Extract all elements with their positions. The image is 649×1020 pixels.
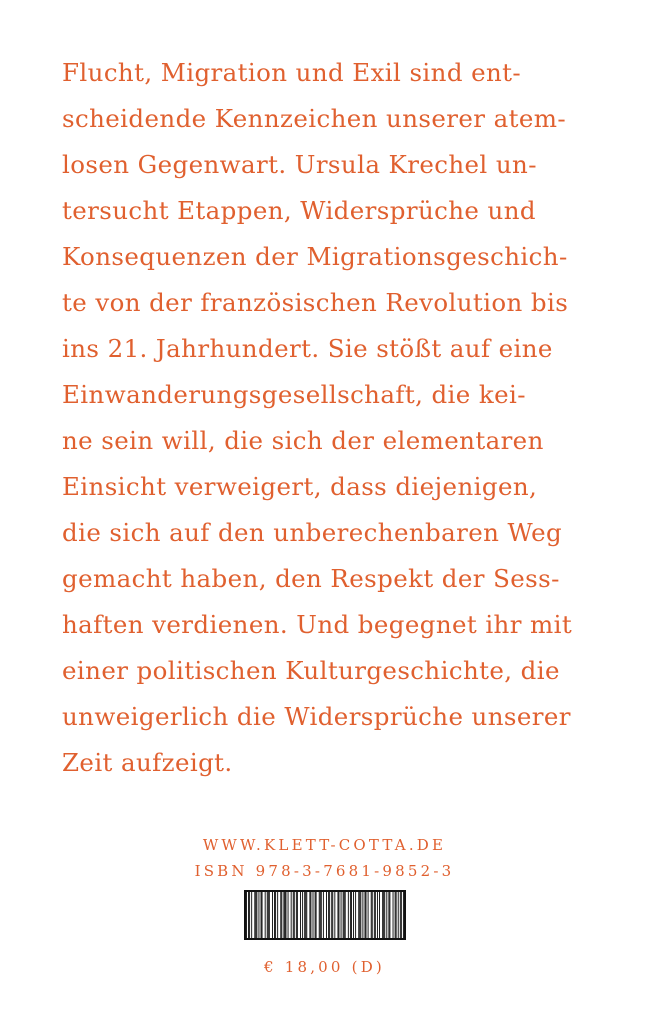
barcode-bar [283, 892, 284, 938]
blurb-line: scheidende Kennzeichen unserer atem- [62, 104, 567, 133]
blurb-line: unweigerlich die Widersprüche unserer [62, 702, 571, 731]
barcode-bar [353, 892, 354, 938]
barcode-bar [315, 892, 316, 938]
barcode-bar [281, 892, 282, 938]
barcode-bar [359, 892, 360, 938]
barcode-bar [320, 892, 321, 938]
barcode-bar [383, 892, 384, 938]
barcode-bar [255, 892, 256, 938]
barcode-bar [331, 892, 332, 938]
price-label: € 18,00 (D) [264, 958, 385, 976]
barcode-bar [375, 892, 376, 938]
barcode-bar [254, 892, 255, 938]
blurb-line: Konsequenzen der Migrationsgeschich- [62, 242, 568, 271]
barcode-bar [309, 892, 310, 938]
barcode-bar [248, 892, 249, 938]
back-cover-blurb [62, 50, 622, 786]
barcode-bar [300, 892, 301, 938]
barcode-bar [313, 892, 314, 938]
barcode-bar [379, 892, 380, 938]
barcode-bar [274, 892, 275, 938]
barcode-bar [371, 892, 372, 938]
barcode-bar [360, 892, 361, 938]
barcode-bar [345, 892, 346, 938]
barcode-bar [304, 892, 305, 938]
barcode-bar [344, 892, 345, 938]
barcode-bar [398, 892, 399, 938]
barcode-bar [280, 892, 281, 938]
barcode-bar [343, 892, 344, 938]
barcode-bar [258, 892, 259, 938]
barcode-bar [326, 892, 327, 938]
barcode-bar [272, 892, 273, 938]
barcode-bar [310, 892, 311, 938]
barcode-bar [284, 892, 285, 938]
barcode-bar [306, 892, 307, 938]
blurb-line: te von der französischen Revolution bis [62, 288, 569, 317]
barcode-bar [262, 892, 263, 938]
barcode-bar [251, 892, 252, 938]
barcode-bar [389, 892, 390, 938]
barcode-bar [355, 892, 356, 938]
barcode-bar [374, 892, 375, 938]
barcode-bar [319, 892, 320, 938]
blurb-line: Einwanderungsgesellschaft, die kei- [62, 380, 526, 409]
barcode-bar [265, 892, 266, 938]
blurb-line: haften verdienen. Und begegnet ihr mit [62, 610, 573, 639]
barcode-icon [246, 892, 404, 938]
isbn-barcode [244, 890, 406, 940]
blurb-line: ins 21. Jahrhundert. Sie stößt auf eine [62, 334, 553, 363]
blurb-line: gemacht haben, den Respekt der Sess- [62, 564, 560, 593]
barcode-bar [396, 892, 397, 938]
barcode-bar [288, 892, 289, 938]
barcode-bar [328, 892, 329, 938]
barcode-bar [323, 892, 324, 938]
blurb-line: die sich auf den unberechenbaren Weg [62, 518, 563, 547]
barcode-bar [293, 892, 294, 938]
barcode-bar [401, 892, 402, 938]
barcode-bar [388, 892, 389, 938]
blurb-line: ne sein will, die sich der elementaren [62, 426, 544, 455]
barcode-bar [334, 892, 335, 938]
barcode-bar [377, 892, 378, 938]
barcode-bar [297, 892, 298, 938]
barcode-bar [294, 892, 295, 938]
barcode-bar [332, 892, 333, 938]
blurb-line: tersucht Etappen, Widersprüche und [62, 196, 536, 225]
blurb-line: Flucht, Migration und Exil sind ent- [62, 58, 522, 87]
barcode-bar [277, 892, 278, 938]
barcode-bar [268, 892, 269, 938]
barcode-bar [305, 892, 306, 938]
blurb-line: losen Gegenwart. Ursula Krechel un- [62, 150, 537, 179]
barcode-bar [341, 892, 342, 938]
barcode-bar [246, 892, 247, 938]
isbn-number: ISBN 978-3-7681-9852-3 [194, 862, 455, 880]
barcode-bar [316, 892, 317, 938]
barcode-bar [372, 892, 373, 938]
barcode-bar [321, 892, 322, 938]
barcode-bar [400, 892, 401, 938]
barcode-bar [384, 892, 385, 938]
barcode-bar [269, 892, 270, 938]
barcode-bar [256, 892, 257, 938]
barcode-bar [249, 892, 250, 938]
publisher-url: WWW.KLETT-COTTA.DE [202, 836, 447, 854]
blurb-line: einer politischen Kulturgeschichte, die [62, 656, 560, 685]
barcode-bar [395, 892, 396, 938]
barcode-bar [348, 892, 349, 938]
barcode-bar [261, 892, 262, 938]
barcode-bar [403, 892, 404, 938]
barcode-bar [267, 892, 268, 938]
barcode-bar [393, 892, 394, 938]
barcode-bar [337, 892, 338, 938]
barcode-bar [302, 892, 303, 938]
barcode-bar [358, 892, 359, 938]
barcode-bar [368, 892, 369, 938]
blurb-line: Zeit aufzeigt. [62, 748, 233, 777]
blurb-line: Einsicht verweigert, dass diejenigen, [62, 472, 538, 501]
barcode-bar [366, 892, 367, 938]
barcode-bar [365, 892, 366, 938]
barcode-bar [339, 892, 340, 938]
barcode-bar [291, 892, 292, 938]
barcode-bar [286, 892, 287, 938]
barcode-bar [296, 892, 297, 938]
barcode-bar [386, 892, 387, 938]
barcode-bar [351, 892, 352, 938]
barcode-bar [350, 892, 351, 938]
barcode-bar [362, 892, 363, 938]
barcode-bar [329, 892, 330, 938]
barcode-bar [382, 892, 383, 938]
barcode-bar [275, 892, 276, 938]
